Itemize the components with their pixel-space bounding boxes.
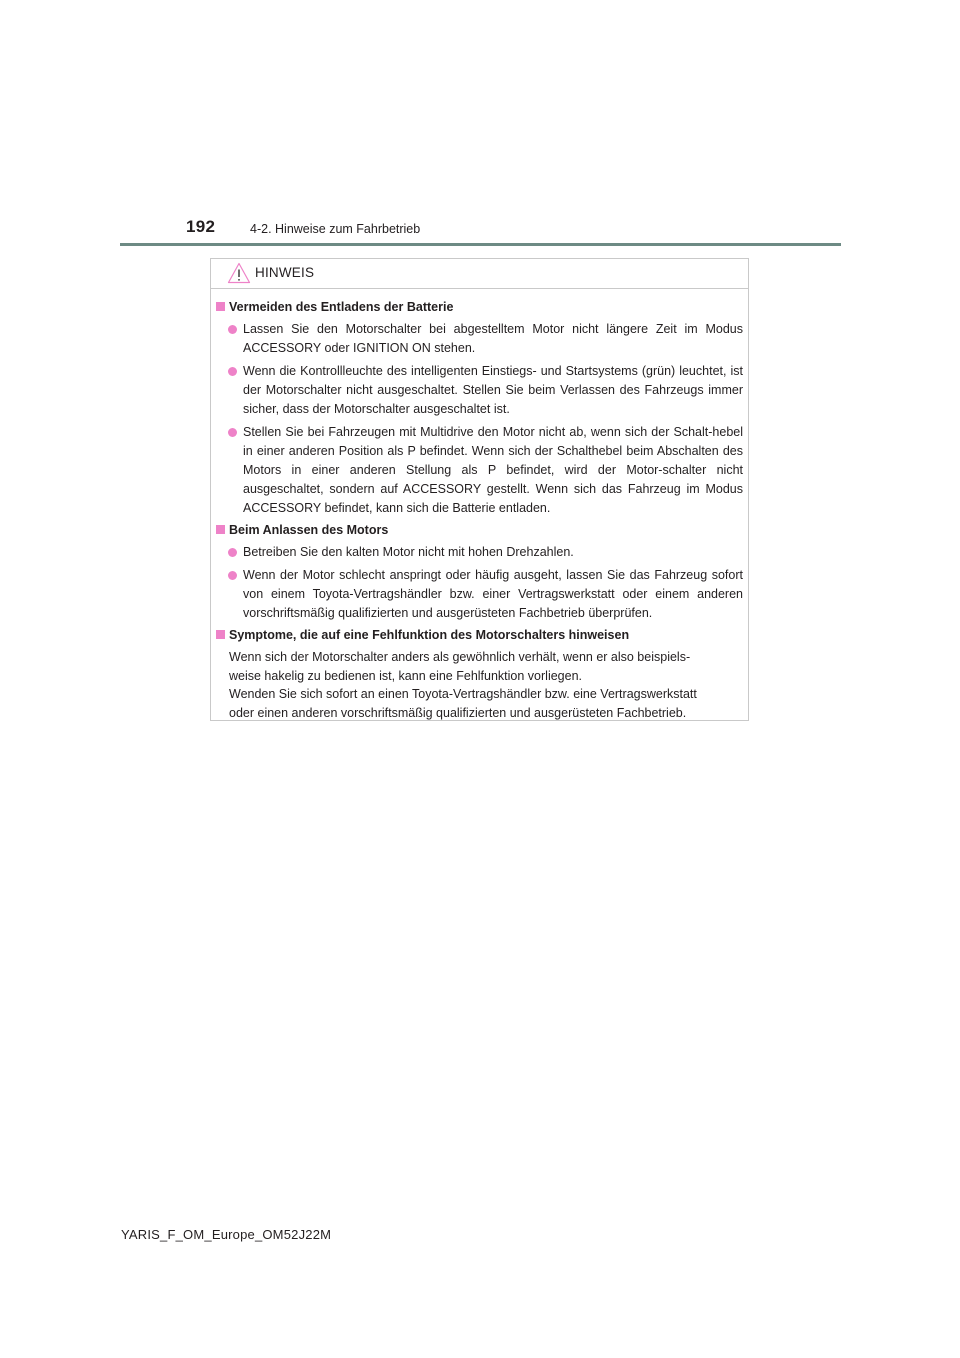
warning-triangle-icon — [227, 262, 251, 284]
square-bullet-icon — [216, 630, 225, 639]
section-heading: Beim Anlassen des Motors — [211, 522, 750, 538]
paragraph-line: weise hakelig zu bedienen ist, kann eine Fehlfunktion vorliegen. — [229, 668, 583, 683]
page-number: 192 — [186, 217, 216, 236]
list-item: Stellen Sie bei Fahrzeugen mit Multidrive den Motor nicht ab, wenn sich der Schalt-hebel in einer anderen Position als P befindet. Wenn sich der Schalthebel beim Abschalten des Motors in einer anderen Stellung als P befindet, wird der Motor-schalter nicht ausgeschaltet, sondern auf ACCESSORY gestellt. Wenn sich das Fahrzeug im Modus ACCESSORY befindet, kann sich die Batterie entladen. — [211, 423, 750, 518]
header-rule — [120, 243, 841, 246]
list-item: Betreiben Sie den kalten Motor nicht mit hohen Drehzahlen. — [211, 543, 750, 562]
notice-header — [211, 259, 748, 289]
paragraph — [211, 648, 750, 722]
section-title: 4-2. Hinweise zum Fahrbetrieb — [250, 222, 421, 236]
round-bullet-icon — [228, 367, 237, 376]
document-code: YARIS_F_OM_Europe_OM52J22M — [121, 1227, 332, 1242]
paragraph-line: Wenn sich der Motorschalter anders als gewöhnlich verhält, wenn er also beispiels- — [229, 650, 691, 664]
round-bullet-icon — [228, 428, 237, 437]
round-bullet-icon — [228, 548, 237, 557]
notice-title: HINWEIS — [255, 265, 315, 280]
paragraph-line: oder einen anderen vorschriftsmäßig qualifizierten und ausgerüsteten Fachbetrieb. — [229, 705, 687, 720]
round-bullet-icon — [228, 571, 237, 580]
section-heading: Symptome, die auf eine Fehlfunktion des Motorschalters hinweisen — [211, 627, 750, 643]
paragraph-line: Wenden Sie sich sofort an einen Toyota-Vertragshändler bzw. eine Vertragswerkstatt — [229, 687, 697, 701]
list-item: Lassen Sie den Motorschalter bei abgestelltem Motor nicht längere Zeit im Modus ACCESSORY oder IGNITION ON stehen. — [211, 320, 750, 358]
notice-body — [211, 299, 750, 722]
round-bullet-icon — [228, 325, 237, 334]
list-item: Wenn der Motor schlecht anspringt oder häufig ausgeht, lassen Sie das Fahrzeug sofort von einem Toyota-Vertragshändler bzw. einer Vertragswerkstatt oder einem anderen vorschriftsmäßig qualifizierten und ausgerüsteten Fachbetrieb überprüfen. — [211, 566, 750, 623]
square-bullet-icon — [216, 525, 225, 534]
list-item: Wenn die Kontrollleuchte des intelligenten Einstiegs- und Startsystems (grün) leuchtet, ist der Motorschalter nicht ausgeschaltet. Stellen Sie beim Verlassen des Fahrzeugs immer sicher, dass der Motorschalter ausgeschaltet ist. — [211, 362, 750, 419]
notice-box — [210, 258, 749, 721]
section-heading: Vermeiden des Entladens der Batterie — [211, 299, 750, 315]
square-bullet-icon — [216, 302, 225, 311]
